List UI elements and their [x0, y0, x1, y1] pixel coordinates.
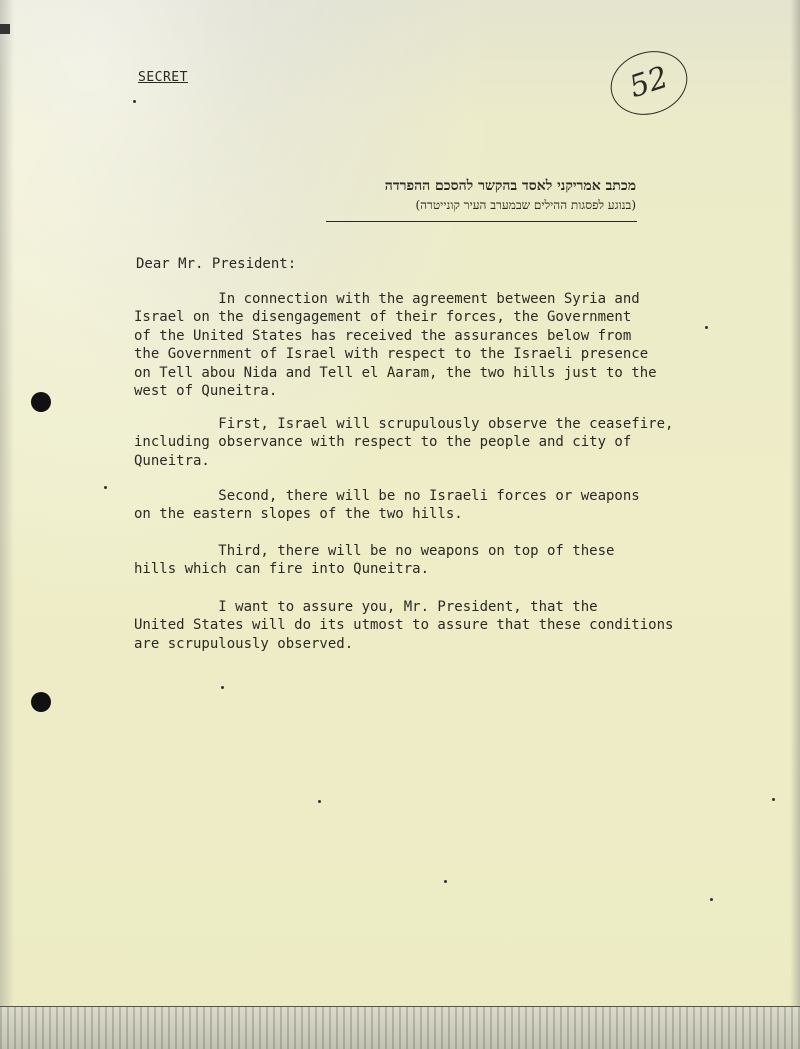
speck: [444, 880, 447, 883]
speck: [772, 798, 775, 801]
salutation: Dear Mr. President:: [136, 256, 297, 272]
speck: [104, 486, 107, 489]
speck: [133, 100, 136, 103]
paragraph-third: Third, there will be no weapons on top of these hills which can fire into Quneitra.: [134, 543, 615, 578]
paragraph-closing: I want to assure you, Mr. President, that the United States will do its utmost to assure that these conditions are scrupulously observed.: [134, 599, 674, 652]
speck: [318, 800, 321, 803]
punch-hole-top: [31, 392, 51, 412]
classification-label: SECRET: [138, 70, 188, 85]
speck: [221, 686, 224, 689]
staple-mark: [0, 24, 10, 34]
right-edge-shadow: [790, 0, 800, 1049]
paragraph-second: Second, there will be no Israeli forces or weapons on the eastern slopes of the two hills.: [134, 488, 640, 523]
paragraph-first: First, Israel will scrupulously observe the ceasefire, including observance with respect to the people and city of Quneitra.: [134, 416, 674, 469]
hebrew-subtitle: (בנוגע לפסגות ההילים שבמערב העיר קונייטרה): [415, 198, 636, 212]
hebrew-title: מכתב אמריקני לאסד בהקשר להסכם ההפרדה: [384, 178, 636, 194]
document-number-circled: 52: [602, 41, 695, 124]
left-edge-shadow: [0, 0, 14, 1049]
paragraph-intro: In connection with the agreement between Syria and Israel on the disengagement of their forces, the Government of the United States has received the assurances below from the Government of Israel with respect to the Israeli presence on Tell abou Nida and Tell el Aaram, the two hills just to the west of Quneitra.: [134, 291, 657, 400]
hebrew-underline: [326, 221, 637, 222]
speck: [710, 898, 713, 901]
punch-hole-bottom: [31, 692, 51, 712]
speck: [705, 326, 708, 329]
bottom-scan-band: [0, 1006, 800, 1049]
